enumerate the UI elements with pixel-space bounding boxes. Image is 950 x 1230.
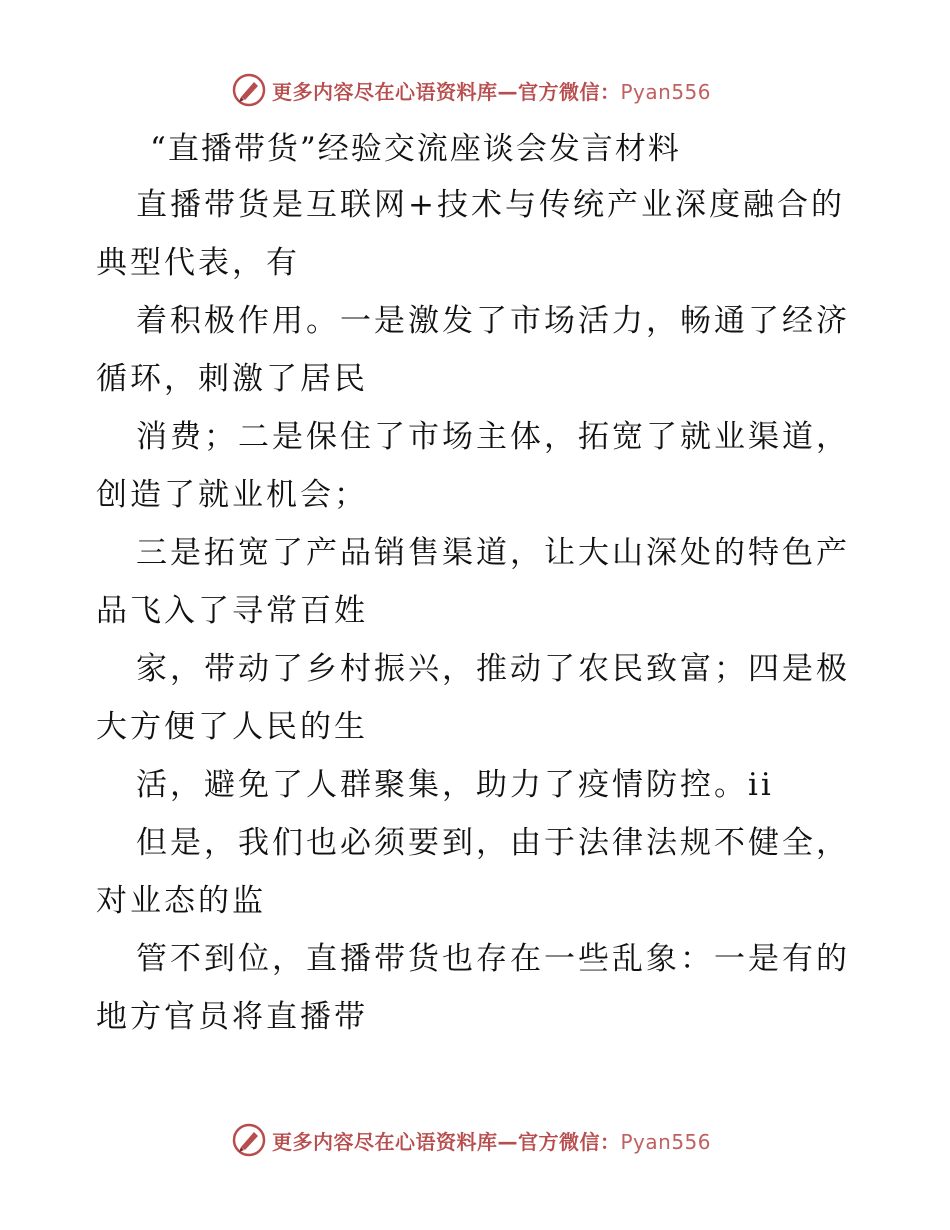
text-line: 家，带动了乡村振兴，推动了农民致富；四是极 bbox=[136, 651, 850, 687]
text-line: 着积极作用。一是激发了市场活力，畅通了经济 bbox=[136, 303, 850, 339]
text-line: 三是拓宽了产品销售渠道，让大山深处的特色产 bbox=[136, 535, 850, 571]
text-line: 创造了就业机会； bbox=[96, 477, 368, 513]
text-line: 对业态的监 bbox=[96, 883, 266, 919]
watermark-text: 更多内容尽在心语资料库—官方微信：Pyan556 bbox=[272, 79, 712, 104]
document-title: “直播带货”经验交流座谈会发言材料 bbox=[150, 131, 681, 167]
pen-logo-icon bbox=[232, 73, 266, 107]
text-line: 直播带货是互联网+技术与传统产业深度融合的 bbox=[136, 187, 845, 223]
text-line: 消费；二是保住了市场主体，拓宽了就业渠道， bbox=[136, 419, 850, 455]
text-line: 但是，我们也必须要到，由于法律法规不健全， bbox=[136, 825, 850, 861]
text-line: 活，避免了人群聚集，助力了疫情防控。ii bbox=[136, 767, 774, 803]
text-line: 大方便了人民的生 bbox=[96, 709, 368, 745]
footer-watermark bbox=[232, 1120, 712, 1160]
paragraph-block bbox=[96, 176, 856, 1046]
watermark-text: 更多内容尽在心语资料库—官方微信：Pyan556 bbox=[272, 1129, 712, 1154]
header-watermark bbox=[232, 70, 712, 110]
document-body bbox=[96, 122, 856, 1046]
pen-logo-icon bbox=[232, 1123, 266, 1157]
text-line: 地方官员将直播带 bbox=[96, 999, 368, 1035]
wechat-id: Pyan556 bbox=[620, 79, 712, 104]
text-line: 循环，刺激了居民 bbox=[96, 361, 368, 397]
wechat-id: Pyan556 bbox=[620, 1129, 712, 1154]
text-line: 典型代表，有 bbox=[96, 245, 300, 281]
text-line: 管不到位，直播带货也存在一些乱象：一是有的 bbox=[136, 941, 850, 977]
text-line: 品飞入了寻常百姓 bbox=[96, 593, 368, 629]
